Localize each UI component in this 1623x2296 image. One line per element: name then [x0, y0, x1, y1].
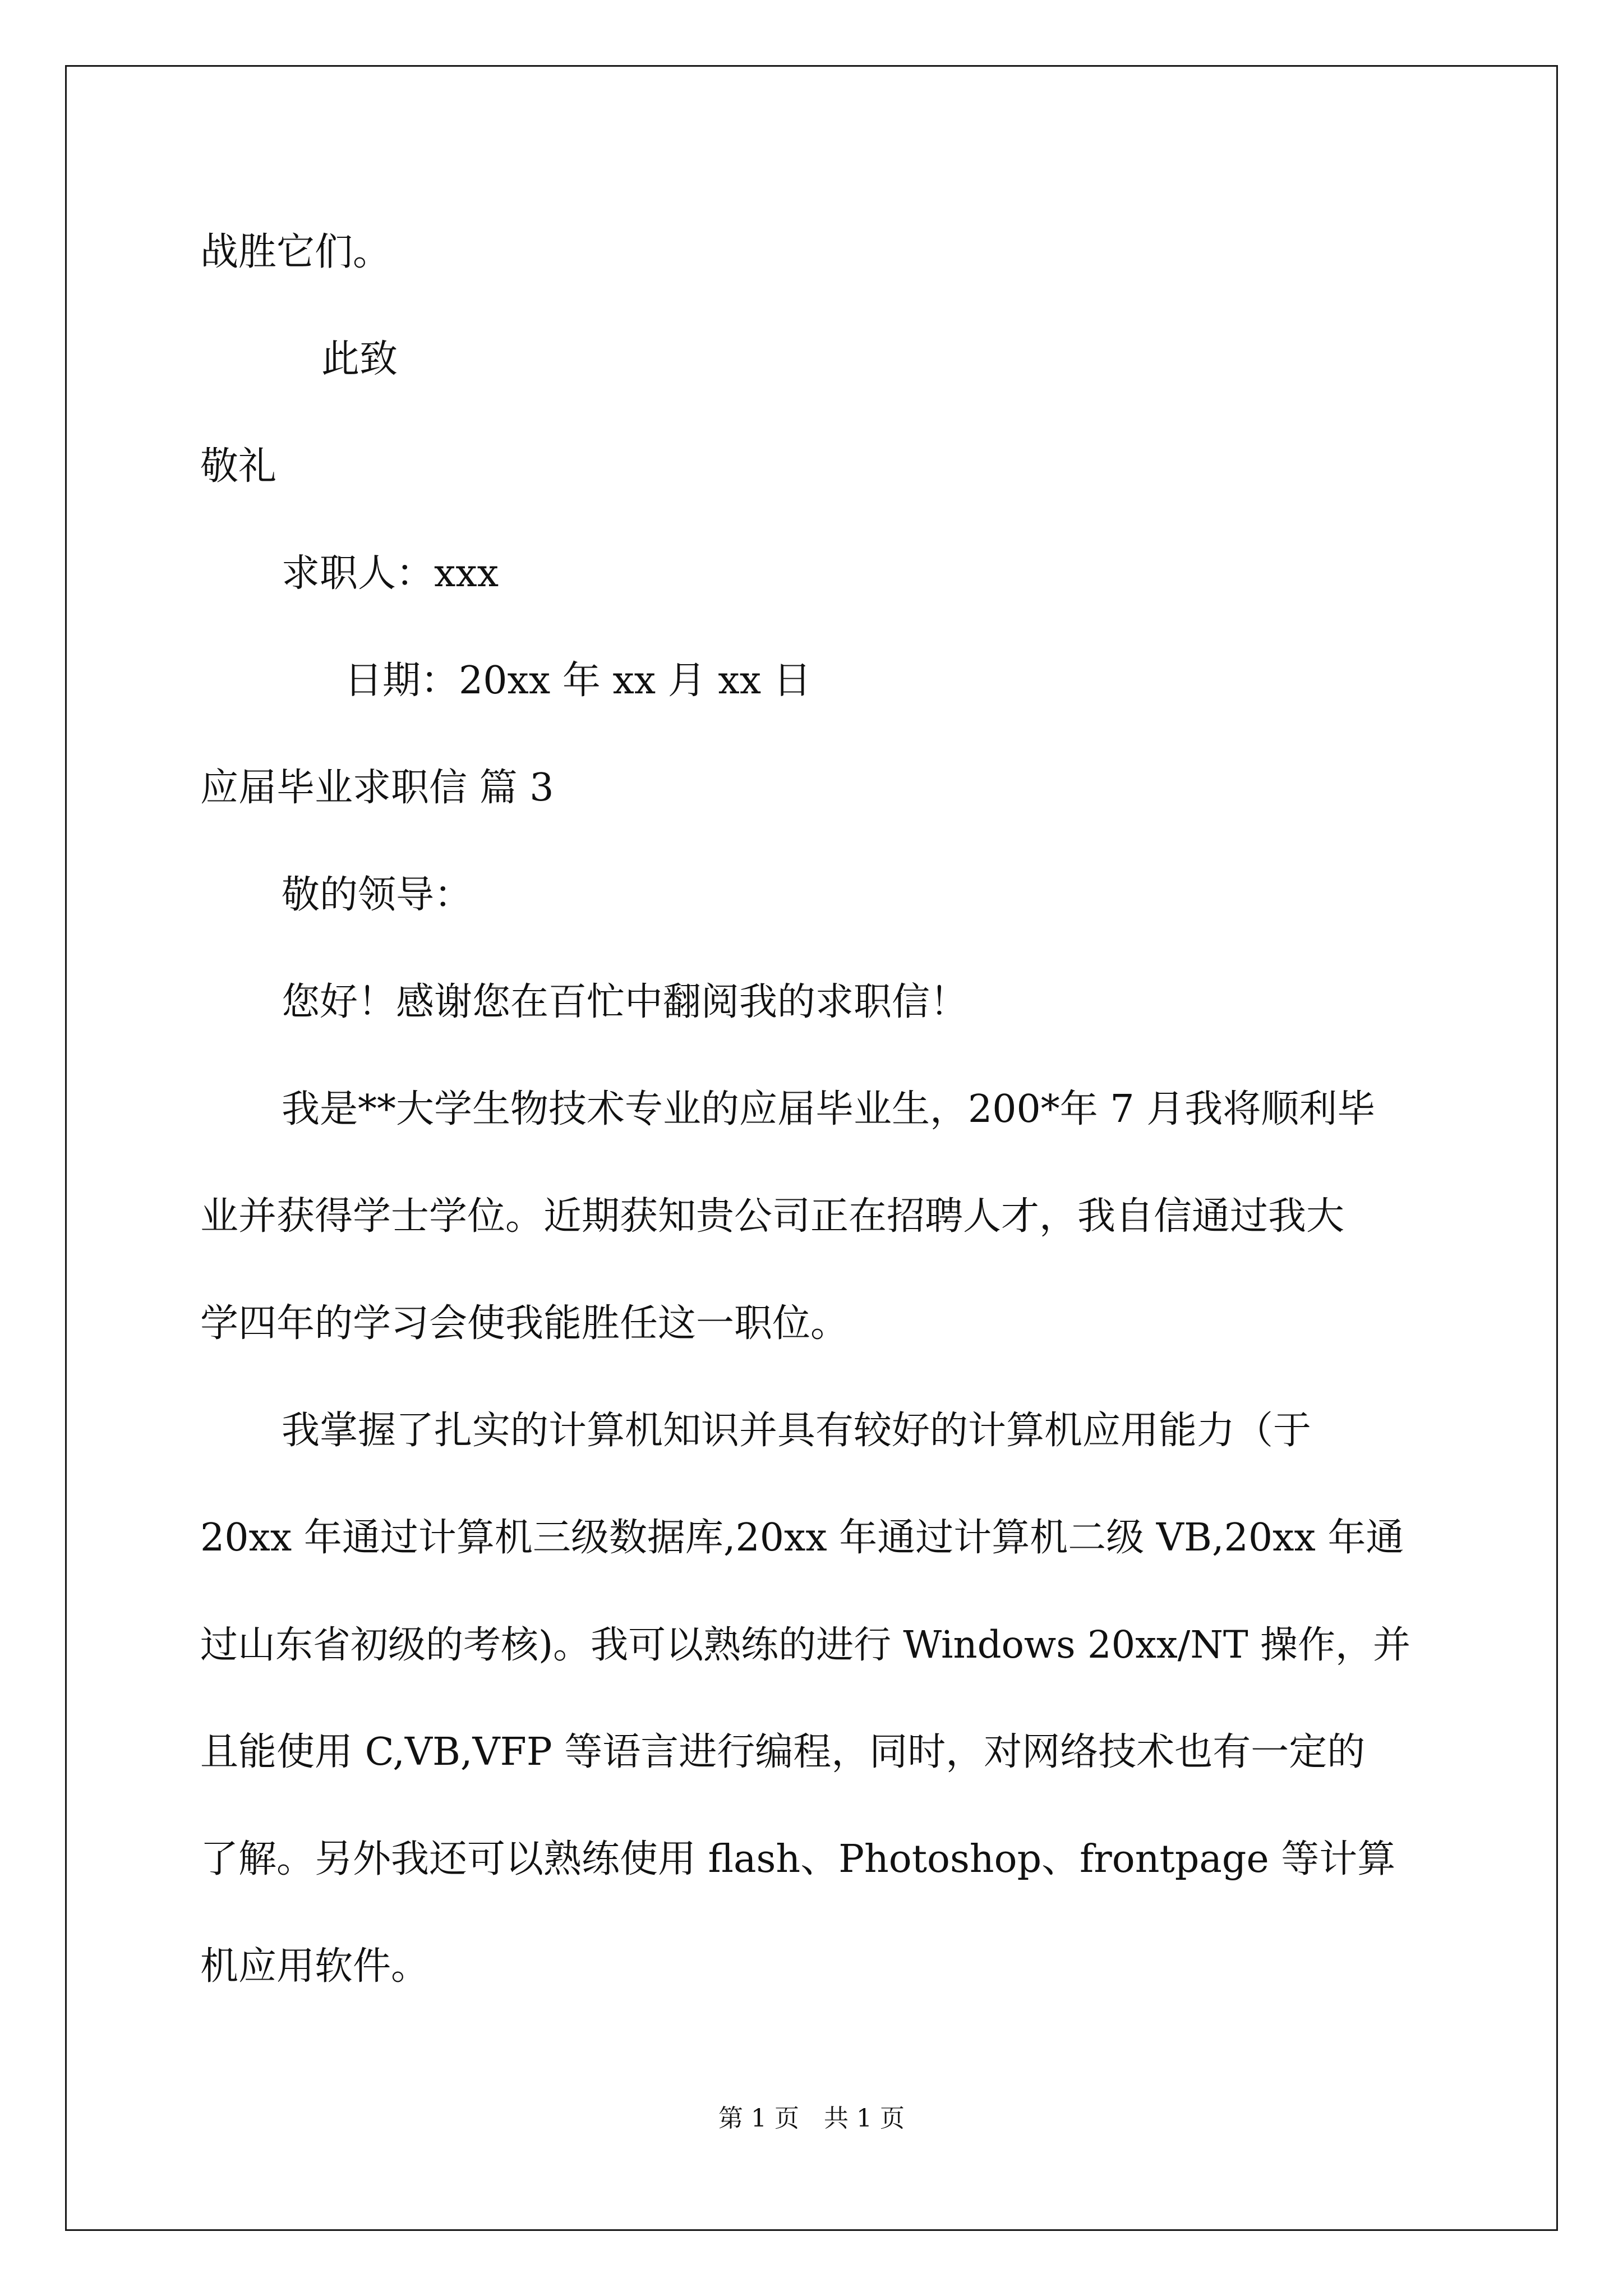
closing-salutation: 此致 [321, 337, 398, 381]
body-line-6: 20xx 年通过计算机三级数据库,20xx 年通过计算机二级 VB,20xx 年通 [200, 1516, 1404, 1560]
page-number-footer: 第 1 页 共 1 页 [718, 2104, 905, 2133]
body-line-3: 业并获得学士学位。近期获知贵公司正在招聘人才，我自信通过我大 [200, 1194, 1345, 1239]
body-line-2: 我是**大学生物技术专业的应届毕业生，200*年 7 月我将顺利毕 [282, 1087, 1376, 1131]
body-line-7: 过山东省初级的考核)。我可以熟练的进行 Windows 20xx/NT 操作，并 [200, 1623, 1410, 1667]
body-line-8: 且能使用 C,VB,VFP 等语言进行编程，同时，对网络技术也有一定的 [200, 1730, 1366, 1774]
body-line-1: 战胜它们。 [200, 230, 391, 274]
section-heading: 应届毕业求职信 篇 3 [200, 766, 554, 810]
body-line-10: 机应用软件。 [200, 1944, 430, 1989]
letter-date: 日期：20xx 年 xx 月 xx 日 [344, 659, 811, 703]
closing-regards: 敬礼 [200, 444, 277, 489]
page-border [65, 65, 1558, 2231]
applicant-name: 求职人：xxx [282, 551, 499, 596]
greeting: 敬的领导： [282, 873, 473, 917]
opening-line: 您好！感谢您在百忙中翻阅我的求职信！ [282, 980, 969, 1024]
body-line-5: 我掌握了扎实的计算机知识并具有较好的计算机应用能力（于 [282, 1409, 1312, 1453]
body-line-4: 学四年的学习会使我能胜任这一职位。 [200, 1301, 849, 1346]
body-line-9: 了解。另外我还可以熟练使用 flash、Photoshop、frontpage 等计算 [200, 1837, 1396, 1881]
